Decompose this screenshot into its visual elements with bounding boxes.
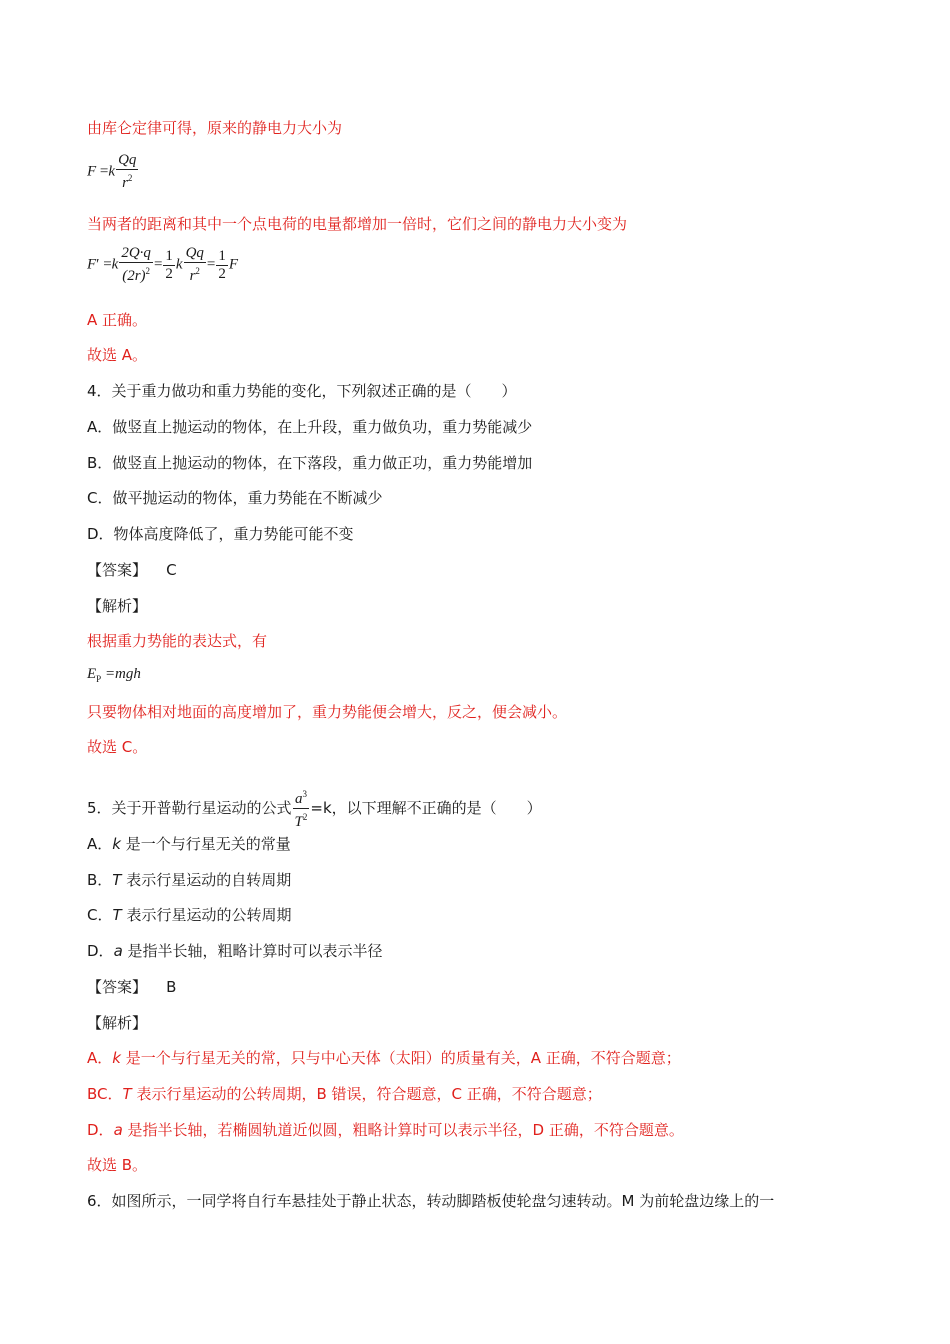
question-4-option-b: B．做竖直上抛运动的物体，在下落段，重力做正功，重力势能增加 (87, 454, 533, 472)
question-6-stem: 6．如图所示，一同学将自行车悬挂处于静止状态，转动脚踏板使轮盘匀速转动。M 为前轮盘边缘上的一 (87, 1192, 775, 1210)
coulomb-formula-new: F′ =k $\frac{2Q\cdot q}{(2r)^2}$ = $\frac{1}{2}$ k $\frac{Qq}{r^2}$ = $\frac{1}{2}$ F (87, 245, 239, 284)
question-5-option-c: C．T 表示行星运动的公转周期 (87, 906, 292, 924)
question-4-option-c: C．做平抛运动的物体，重力势能在不断减少 (87, 489, 383, 507)
answer-choice-line: 故选 C。 (87, 738, 148, 756)
question-4-option-a: A．做竖直上抛运动的物体，在上升段，重力做负功，重力势能减少 (87, 418, 533, 436)
explanation-line: 当两者的距离和其中一个点电荷的电量都增加一倍时，它们之间的静电力大小变为 (87, 215, 628, 233)
answer-value: C (166, 561, 177, 579)
explanation-line: A．k 是一个与行星无关的常，只与中心天体（太阳）的质量有关，A 正确，不符合题意； (87, 1049, 681, 1067)
explanation-line: A 正确。 (87, 311, 148, 329)
answer-label: 【答案】 (87, 561, 148, 579)
answer-value: B (166, 978, 177, 996)
question-5-stem: 5．关于开普勒行星运动的公式 $\frac{a^3}{T^2}$ =k，以下理解不正确的是（ ） (87, 786, 542, 831)
explanation-line: 根据重力势能的表达式，有 (87, 632, 268, 650)
explanation-line: 只要物体相对地面的高度增加了，重力势能便会增大，反之，便会减小。 (87, 703, 568, 721)
answer-label: 【答案】 (87, 978, 148, 996)
question-5-answer (87, 977, 176, 997)
answer-choice-line: 故选 A。 (87, 346, 148, 364)
answer-choice-line: 故选 B。 (87, 1156, 148, 1174)
coulomb-formula-original: F =k $\frac{Qq}{r^2}$ (87, 152, 137, 191)
explanation-line: D．a 是指半长轴，若椭圆轨道近似圆，粗略计算时可以表示半径，D 正确，不符合题意。 (87, 1121, 684, 1139)
question-5-option-d: D．a 是指半长轴，粗略计算时可以表示半径 (87, 942, 383, 960)
question-5-option-a: A．k 是一个与行星无关的常量 (87, 835, 291, 853)
potential-energy-formula: $E_P =mgh$ (87, 666, 141, 684)
question-5-analysis-label: 【解析】 (87, 1014, 148, 1032)
question-4-answer (87, 560, 177, 580)
explanation-line: 由库仑定律可得，原来的静电力大小为 (87, 119, 343, 137)
question-4-option-d: D．物体高度降低了，重力势能可能不变 (87, 525, 354, 543)
question-5-option-b: B．T 表示行星运动的自转周期 (87, 871, 292, 889)
explanation-line: BC．T 表示行星运动的公转周期，B 错误，符合题意，C 正确，不符合题意； (87, 1085, 602, 1103)
question-4-analysis-label: 【解析】 (87, 597, 148, 615)
question-4-stem: 4．关于重力做功和重力势能的变化，下列叙述正确的是（ ） (87, 382, 517, 400)
